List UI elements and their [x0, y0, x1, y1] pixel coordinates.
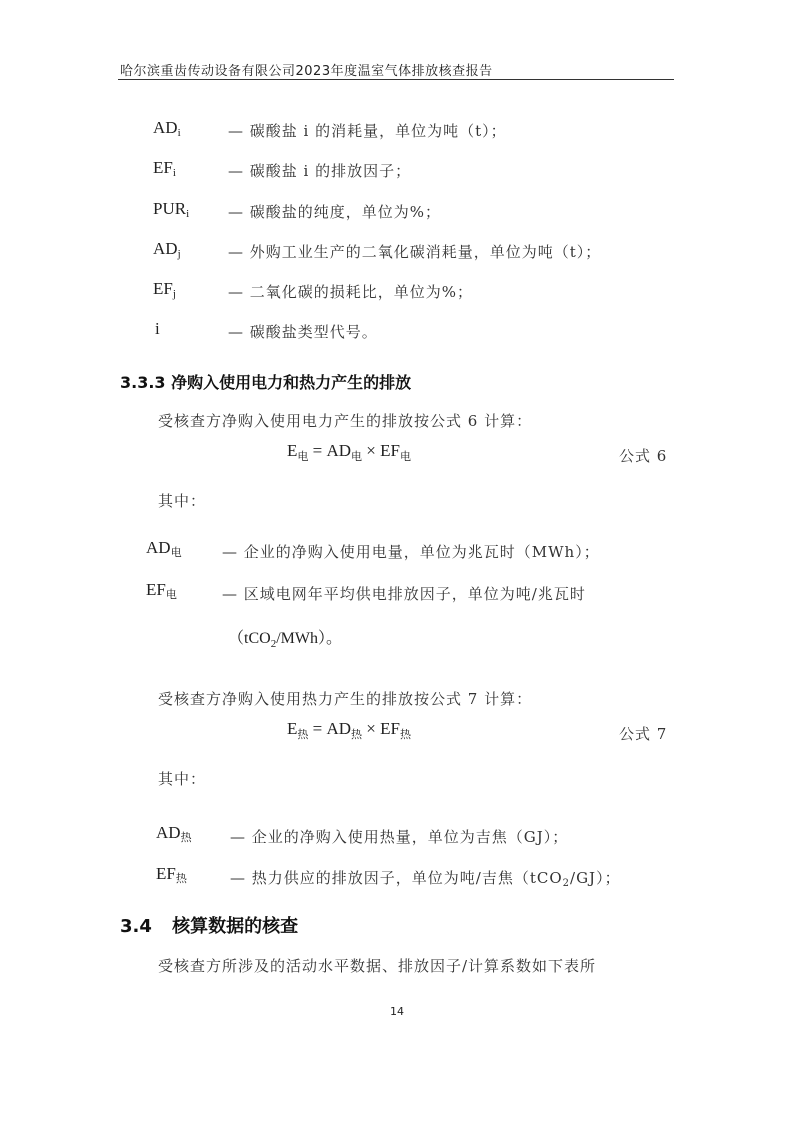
- def-description: — 碳酸盐 i 的排放因子；: [228, 162, 412, 180]
- section-number: 3.4: [120, 916, 152, 937]
- def-symbol: $AD_i$: [153, 118, 181, 139]
- def-symbol: i: [155, 319, 160, 338]
- header-rule: [118, 79, 674, 80]
- running-header: 哈尔滨重齿传动设备有限公司2023年度温室气体排放核查报告: [120, 64, 493, 79]
- def-symbol: $AD_j$: [153, 239, 181, 260]
- intro-electricity: 受核查方净购入使用电力产生的排放按公式 6 计算：: [158, 412, 533, 430]
- def-symbol: $EF_电$: [146, 580, 177, 601]
- def-description: — 企业的净购入使用热量，单位为吉焦（GJ）；: [230, 828, 569, 846]
- def-description: — 碳酸盐的纯度，单位为%；: [228, 203, 442, 221]
- paragraph-3-4: 受核查方所涉及的活动水平数据、排放因子/计算系数如下表所: [158, 957, 597, 975]
- formula-7-label: 公式 7: [619, 725, 668, 743]
- def-description: — 二氧化碳的损耗比，单位为%；: [228, 283, 474, 301]
- def-description: — 外购工业生产的二氧化碳消耗量，单位为吨（t）；: [228, 243, 602, 261]
- def-description: — 碳酸盐 i 的消耗量，单位为吨（t）；: [228, 122, 507, 140]
- intro-heat: 受核查方净购入使用热力产生的排放按公式 7 计算：: [158, 690, 533, 708]
- def-description: — 区域电网年平均供电排放因子，单位为吨/兆瓦时: [222, 585, 586, 603]
- def-symbol: $PUR_i$: [153, 199, 190, 220]
- def-symbol: $EF_j$: [153, 279, 176, 300]
- def-description: — 热力供应的排放因子，单位为吨/吉焦（tCO$_2$/GJ）；: [230, 869, 621, 889]
- section-heading-3-3-3: [120, 370, 411, 393]
- def-description: — 碳酸盐类型代号。: [228, 323, 378, 341]
- def-symbol: $EF_i$: [153, 158, 176, 179]
- formula-7: $E_热 = AD_热 \times EF_热$: [287, 719, 411, 741]
- def-description: — 企业的净购入使用电量，单位为兆瓦时（MWh）；: [222, 543, 600, 561]
- where-label: 其中：: [158, 770, 207, 788]
- section-title: 核算数据的核查: [172, 916, 299, 937]
- def-symbol: $AD_电$: [146, 538, 182, 559]
- section-heading-3-4: [120, 912, 298, 938]
- def-description-continued: （tCO$_2$/MWh）。: [228, 630, 342, 650]
- formula-6: $E_电 = AD_电 \times EF_电$: [287, 441, 411, 463]
- formula-6-label: 公式 6: [619, 447, 668, 465]
- def-symbol: $AD_热$: [156, 823, 192, 844]
- where-label: 其中：: [158, 492, 207, 510]
- section-number: 3.3.3: [120, 373, 166, 392]
- section-title: 净购入使用电力和热力产生的排放: [171, 373, 412, 392]
- page-number: 14: [390, 1005, 404, 1018]
- def-symbol: $EF_热$: [156, 864, 187, 885]
